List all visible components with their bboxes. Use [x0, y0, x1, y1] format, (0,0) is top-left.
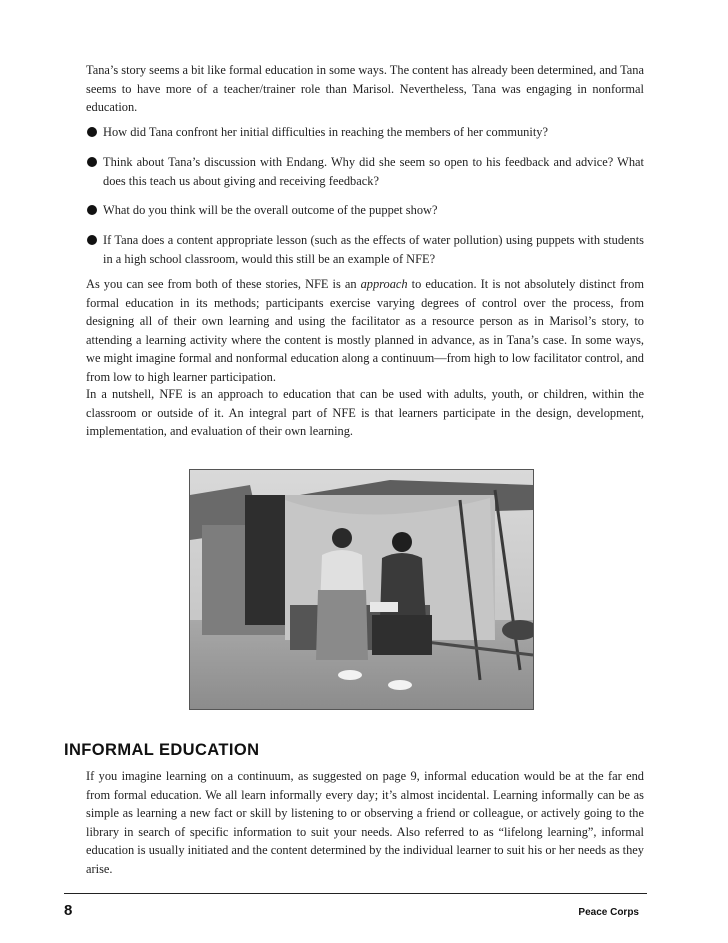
intro-paragraph: Tana’s story seems a bit like formal education in some ways. The content has already been determined, and Tana seems to have more of a teacher/trainer role than Marisol. Nevertheless, Tana was engaging in nonformal education.	[86, 63, 644, 114]
section-heading-informal-education: INFORMAL EDUCATION	[64, 741, 260, 759]
question-text: Think about Tana’s discussion with Endang. Why did she seem so open to his feedback and advice? What does this teach us about giving and receiving feedback?	[103, 155, 644, 188]
photo-illustration	[190, 470, 533, 709]
nfe-approach-text-end: to education. It is not absolutely distinct from formal education in its methods; participants exercise varying degrees of control over the process, from designing all of their own learning and using the facilitator as a resource person as in Marisol’s story, to attending a learning activity where the content is mostly planned in advance, as in Tana’s case. In some ways, we might imagine formal and nonformal education along a continuum—from high to low facilitator control, and from low to high learner participation.	[86, 277, 644, 384]
photo-hut-scene	[189, 469, 534, 710]
question-item	[86, 153, 644, 190]
approach-emphasis: approach	[360, 277, 408, 291]
bullet-dot-icon	[87, 157, 97, 167]
question-item	[86, 201, 644, 220]
question-item	[86, 231, 644, 268]
page-number: 8	[64, 902, 73, 919]
question-item	[86, 123, 644, 142]
nutshell-paragraph: In a nutshell, NFE is an approach to education that can be used with adults, youth, or children, within the classroom or outside of it. An integral part of NFE is that learners participate in the design, development, implementation, and evaluation of their own learning.	[86, 387, 644, 438]
informal-education-paragraph: If you imagine learning on a continuum, as suggested on page 9, informal education would be at the far end from formal education. We all learn informally every day; it’s almost incidental. Learning informally can be as simple as learning a new fact or skill by listening to or observing a friend or colleague, or actively going to the library in search of specific information to suit your needs. Also referred to as “lifelong learning”, informal education is usually initiated and the content determined by the individual learner to suit his or her needs as they arise.	[86, 769, 644, 876]
bullet-dot-icon	[87, 127, 97, 137]
nfe-approach-text-start: As you can see from both of these stories, NFE is an	[86, 277, 361, 291]
bullet-dot-icon	[87, 235, 97, 245]
footer-divider	[64, 893, 647, 894]
question-text: If Tana does a content appropriate lesson (such as the effects of water pollution) using puppets with students in a high school classroom, would this still be an example of NFE?	[103, 233, 644, 266]
question-text: What do you think will be the overall outcome of the puppet show?	[103, 203, 438, 217]
bullet-dot-icon	[87, 205, 97, 215]
nfe-approach-paragraph	[86, 275, 644, 386]
question-text: How did Tana confront her initial difficulties in reaching the members of her community?	[103, 125, 548, 139]
footer-publisher-label: Peace Corps	[578, 907, 639, 918]
